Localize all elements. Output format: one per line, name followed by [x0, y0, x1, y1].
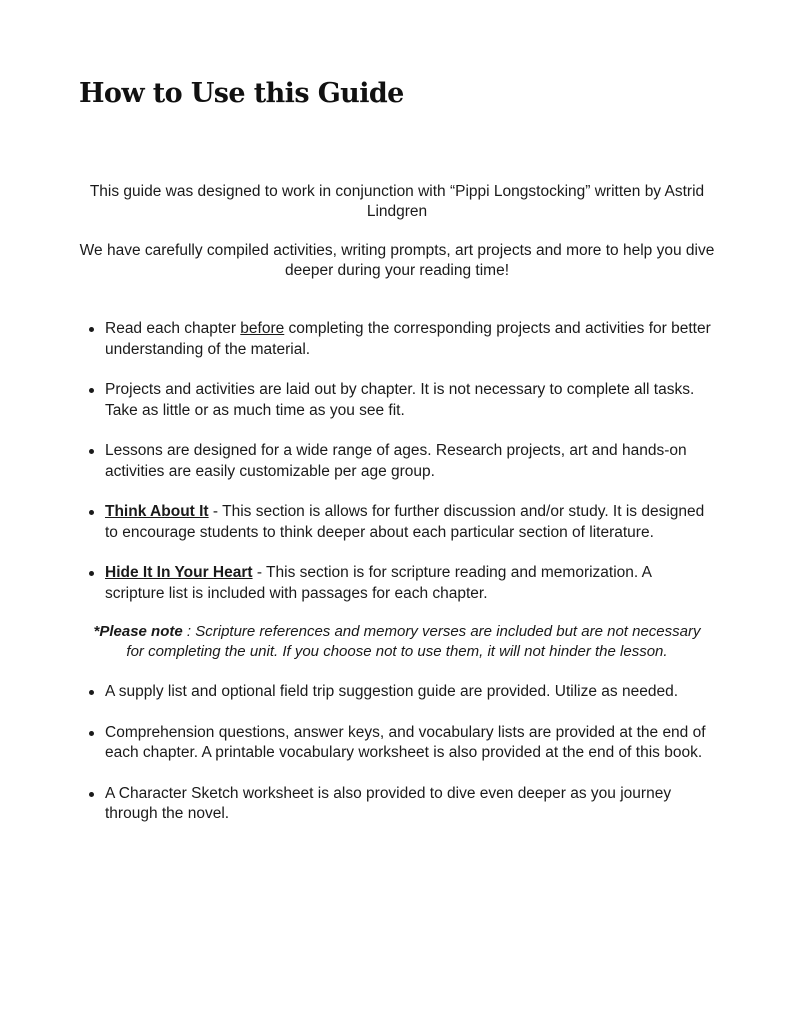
list-item — [0, 380, 794, 421]
bullet-text: Projects and activities are laid out by chapter. It is not necessary to complete all tasks. Take as little or as much time as you see fit. — [105, 381, 695, 419]
bullet-text: Comprehension questions, answer keys, and vocabulary lists are provided at the end of each chapter. A printable vocabulary worksheet is also provided at the end of this book. — [105, 723, 706, 761]
bullet-icon — [89, 388, 94, 393]
bullet-text: A Character Sketch worksheet is also provided to dive even deeper as you journey through the novel. — [105, 784, 672, 822]
list-item — [0, 682, 794, 703]
bullet-text: A supply list and optional field trip suggestion guide are provided. Utilize as needed. — [105, 683, 679, 700]
bullet-icon — [89, 792, 94, 797]
bullet-text: - This section is for scripture reading and memorization. A scripture list is included with passages for each chapter. — [105, 564, 652, 602]
bullet-text: Read each chapter — [105, 320, 241, 337]
bullet-icon — [89, 690, 94, 695]
note-label: *Please note — [93, 623, 183, 640]
bullet-icon — [89, 571, 94, 576]
section-label-think-about-it: Think About It — [105, 503, 209, 520]
note-text: : Scripture references and memory verses are included but are not necessary for completing the unit. If you choose not to use them, it will not hinder the lesson. — [126, 623, 701, 660]
emphasis-underlined: before — [240, 320, 285, 337]
bullet-text: Lessons are designed for a wide range of ages. Research projects, art and hands-on activities are easily customizable per age group. — [105, 442, 687, 480]
list-item — [0, 502, 794, 543]
page-title: How to Use this Guide — [79, 78, 404, 109]
list-item — [0, 563, 794, 604]
bullet-text: - This section is allows for further discussion and/or study. It is designed to encourage students to think deeper about each particular section of literature. — [105, 503, 705, 541]
section-label-hide-it-in-your-heart: Hide It In Your Heart — [105, 564, 253, 581]
list-item — [0, 723, 794, 764]
bullet-icon — [89, 327, 94, 332]
list-item — [0, 319, 794, 360]
intro-paragraph: This guide was designed to work in conjunction with “Pippi Longstocking” written by Astrid Lindgren — [89, 183, 705, 220]
bullet-icon — [89, 449, 94, 454]
bullet-text: completing the corresponding projects and activities for better understanding of the material. — [105, 320, 711, 358]
list-item — [0, 784, 794, 825]
bullet-icon — [89, 510, 94, 515]
instructions-list — [0, 319, 794, 845]
please-note — [0, 622, 794, 662]
list-item — [0, 441, 794, 482]
intro-paragraph: We have carefully compiled activities, writing prompts, art projects and more to help you dive deeper during your reading time! — [79, 242, 715, 279]
bullet-icon — [89, 731, 94, 736]
